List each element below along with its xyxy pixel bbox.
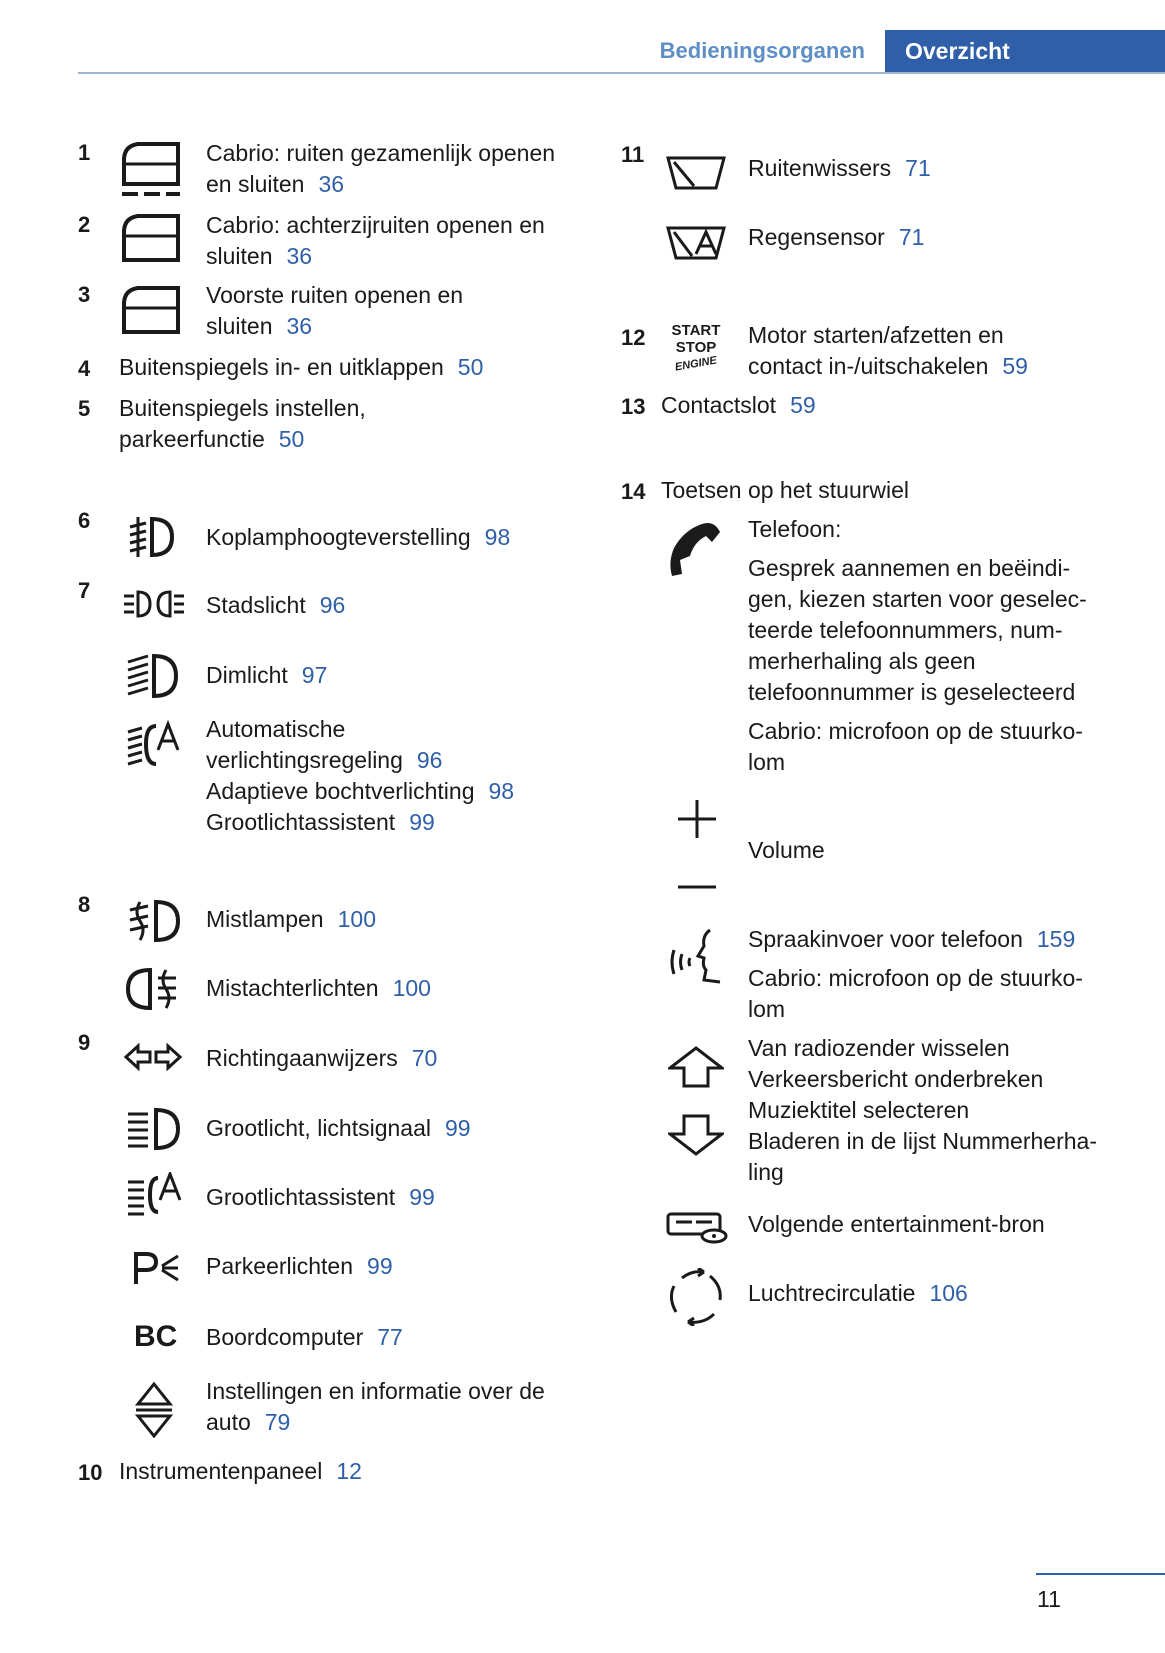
item-number: 6 <box>78 508 91 533</box>
list-item <box>206 1376 545 1438</box>
list-item <box>206 1251 393 1282</box>
voice-description <box>748 924 1083 1025</box>
item-text: Cabrio: ruiten gezamenlijk openen <box>206 140 556 166</box>
item-text: Parkeerlichten <box>206 1253 354 1279</box>
low-beam-icon <box>124 652 180 700</box>
item-text: Grootlichtassistent <box>206 809 396 835</box>
page-reference[interactable]: 77 <box>377 1324 403 1350</box>
page-reference[interactable]: 36 <box>286 243 313 269</box>
board-computer-icon: BC <box>134 1320 178 1353</box>
header-tab <box>885 30 1165 73</box>
list-item <box>206 280 463 342</box>
item-number: 12 <box>621 325 646 350</box>
page-reference[interactable]: 99 <box>409 809 435 835</box>
page-reference[interactable]: 59 <box>790 392 816 418</box>
item-text: Koplamphoogteverstelling <box>206 524 471 550</box>
window-all-icon <box>120 140 182 200</box>
list-item <box>206 714 514 838</box>
list-item <box>748 153 931 184</box>
wiper-icon <box>664 152 728 192</box>
item-text: Toetsen op het stuurwiel <box>661 477 910 503</box>
arrow-down-icon <box>668 1114 724 1156</box>
voice-input-icon <box>668 926 728 990</box>
page-reference[interactable]: 96 <box>416 747 443 773</box>
item-number: 3 <box>78 282 91 307</box>
item-text: contact in-/uitschakelen <box>748 353 989 379</box>
auto-light-icon <box>124 720 182 770</box>
item-number: 11 <box>621 142 645 167</box>
item-text: Automatische <box>206 716 346 742</box>
page-reference[interactable]: 36 <box>318 171 345 197</box>
start-stop-button-icon <box>668 322 724 384</box>
list-item <box>206 973 431 1004</box>
page-reference[interactable]: 71 <box>898 224 925 250</box>
item-number: 10 <box>78 1460 103 1485</box>
item-number: 2 <box>78 212 91 237</box>
high-beam-assist-icon <box>124 1172 184 1218</box>
item-number: 4 <box>78 356 91 381</box>
item-text: Motor starten/afzetten en <box>748 322 1004 348</box>
item-text: Cabrio: microfoon op de stuurko- <box>748 718 1083 744</box>
list-item <box>119 393 366 455</box>
header-section-title: Bedieningsorganen <box>659 38 865 63</box>
page-reference[interactable]: 99 <box>367 1253 393 1279</box>
settings-up-down-icon <box>134 1380 174 1440</box>
list-item <box>748 320 1028 382</box>
list-item <box>748 222 924 253</box>
list-item <box>206 138 555 200</box>
item-text: lom <box>748 996 786 1022</box>
item-text: sluiten <box>206 313 273 339</box>
list-item <box>748 1209 1045 1240</box>
turn-signal-icon <box>124 1042 182 1072</box>
list-item <box>206 904 376 935</box>
item-text: Grootlicht, lichtsignaal <box>206 1115 431 1141</box>
item-text: Instrumentenpaneel <box>119 1458 323 1484</box>
item-text: Grootlichtassistent <box>206 1184 396 1210</box>
page-reference[interactable]: 59 <box>1002 353 1028 379</box>
item-text: merherhaling als geen <box>748 648 976 674</box>
item-text: Verkeersbericht onderbreken <box>748 1066 1044 1092</box>
item-number: 1 <box>78 140 91 165</box>
high-beam-icon <box>124 1106 182 1152</box>
list-item <box>206 210 545 272</box>
item-number: 7 <box>78 578 91 603</box>
item-text: parkeerfunctie <box>119 426 265 452</box>
minus-icon <box>676 884 718 890</box>
list-item <box>748 1278 968 1309</box>
item-text: Muziektitel selecteren <box>748 1097 970 1123</box>
page-reference[interactable]: 98 <box>488 778 515 804</box>
item-text: Buitenspiegels instellen, <box>119 395 366 421</box>
entertainment-source-icon <box>666 1210 730 1244</box>
parking-lights-icon <box>132 1250 180 1286</box>
page-reference[interactable]: 36 <box>286 313 313 339</box>
page-reference[interactable]: 100 <box>337 906 376 932</box>
item-text: teerde telefoonnummers, num- <box>748 617 1063 643</box>
page-number: 11 <box>1037 1586 1061 1612</box>
page-reference[interactable]: 70 <box>411 1045 438 1071</box>
header-rule <box>78 72 1165 74</box>
page-reference[interactable]: 159 <box>1036 926 1076 952</box>
item-text: Gesprek aannemen en beëindi- <box>748 555 1071 581</box>
item-text: Luchtrecirculatie <box>748 1280 916 1306</box>
arrow-description <box>748 1033 1097 1188</box>
item-text: Cabrio: achterzijruiten openen en <box>206 212 545 238</box>
item-text: Adaptieve bochtverlichting <box>206 778 475 804</box>
air-recirculation-icon <box>666 1268 726 1326</box>
page-reference[interactable]: 106 <box>929 1280 968 1306</box>
item-text: sluiten <box>206 243 273 269</box>
item-text: Bladeren in de lijst Nummerherha- <box>748 1128 1097 1154</box>
item-text: Boordcomputer <box>206 1324 364 1350</box>
item-text: Buitenspiegels in- en uitklappen <box>119 354 444 380</box>
item-number: 9 <box>78 1030 91 1055</box>
rear-fog-light-icon <box>124 966 180 1012</box>
fog-light-icon <box>126 898 182 944</box>
plus-icon <box>676 798 718 840</box>
item-text: auto <box>206 1409 251 1435</box>
page-reference[interactable]: 71 <box>905 155 931 181</box>
phone-icon <box>664 518 726 580</box>
page-reference[interactable]: 50 <box>457 354 484 380</box>
arrow-up-icon <box>668 1046 724 1088</box>
list-item <box>661 390 816 421</box>
headlight-range-icon <box>124 513 178 561</box>
item-text: Stadslicht <box>206 592 306 618</box>
list-item <box>206 522 510 553</box>
front-window-icon <box>120 284 182 336</box>
list-item <box>119 352 483 383</box>
start-label: START <box>671 322 721 339</box>
item-text: gen, kiezen starten voor geselec- <box>748 586 1087 612</box>
item-text: Regensensor <box>748 224 885 250</box>
item-text: Volgende entertainment-bron <box>748 1211 1045 1237</box>
item-number: 5 <box>78 396 91 421</box>
header-tab-label: Overzicht <box>905 38 1010 64</box>
rain-sensor-icon <box>664 222 728 262</box>
item-text: Voorste ruiten openen en <box>206 282 464 308</box>
item-text: lom <box>748 749 786 775</box>
item-text: Mistachterlichten <box>206 975 379 1001</box>
parking-light-icon <box>122 588 186 620</box>
page-reference[interactable]: 99 <box>445 1115 471 1141</box>
item-text: Ruitenwissers <box>748 155 892 181</box>
list-item <box>206 590 345 621</box>
list-item <box>206 1113 471 1144</box>
item-text: Contactslot <box>661 392 777 418</box>
item-text: verlichtingsregeling <box>206 747 403 773</box>
item-text: Van radiozender wisselen <box>748 1035 1010 1061</box>
item-text: Cabrio: microfoon op de stuurko- <box>748 965 1083 991</box>
list-item <box>206 1043 437 1074</box>
item-text: telefoonnummer is geselecteerd <box>748 679 1076 705</box>
list-item <box>119 1456 362 1487</box>
phone-description <box>748 514 1087 778</box>
page-reference[interactable]: 12 <box>336 1458 362 1484</box>
page-reference[interactable]: 98 <box>484 524 511 550</box>
item-number: 14 <box>621 479 646 504</box>
footer-rule <box>1036 1573 1165 1575</box>
page-reference[interactable]: 79 <box>264 1409 291 1435</box>
item-text: Dimlicht <box>206 662 288 688</box>
list-item <box>661 475 909 506</box>
engine-label: ENGINE <box>674 354 718 374</box>
page-reference[interactable]: 96 <box>319 592 346 618</box>
page-reference[interactable]: 100 <box>392 975 431 1001</box>
rear-window-icon <box>120 212 182 264</box>
item-text: Spraakinvoer voor telefoon <box>748 926 1023 952</box>
item-text: Richtingaanwijzers <box>206 1045 398 1071</box>
phone-title: Telefoon: <box>748 516 842 542</box>
item-text: en sluiten <box>206 171 305 197</box>
item-text: Instellingen en informatie over de <box>206 1378 545 1404</box>
list-item <box>206 1322 403 1353</box>
page-reference[interactable]: 97 <box>301 662 328 688</box>
list-item <box>206 1182 435 1213</box>
item-text: ling <box>748 1159 784 1185</box>
volume-label: Volume <box>748 837 825 863</box>
page-reference[interactable]: 99 <box>409 1184 435 1210</box>
page-reference[interactable]: 50 <box>278 426 305 452</box>
item-number: 13 <box>621 394 646 419</box>
item-text: Mistlampen <box>206 906 324 932</box>
stop-label: STOP <box>675 339 717 356</box>
item-number: 8 <box>78 892 91 917</box>
list-item <box>206 660 327 691</box>
